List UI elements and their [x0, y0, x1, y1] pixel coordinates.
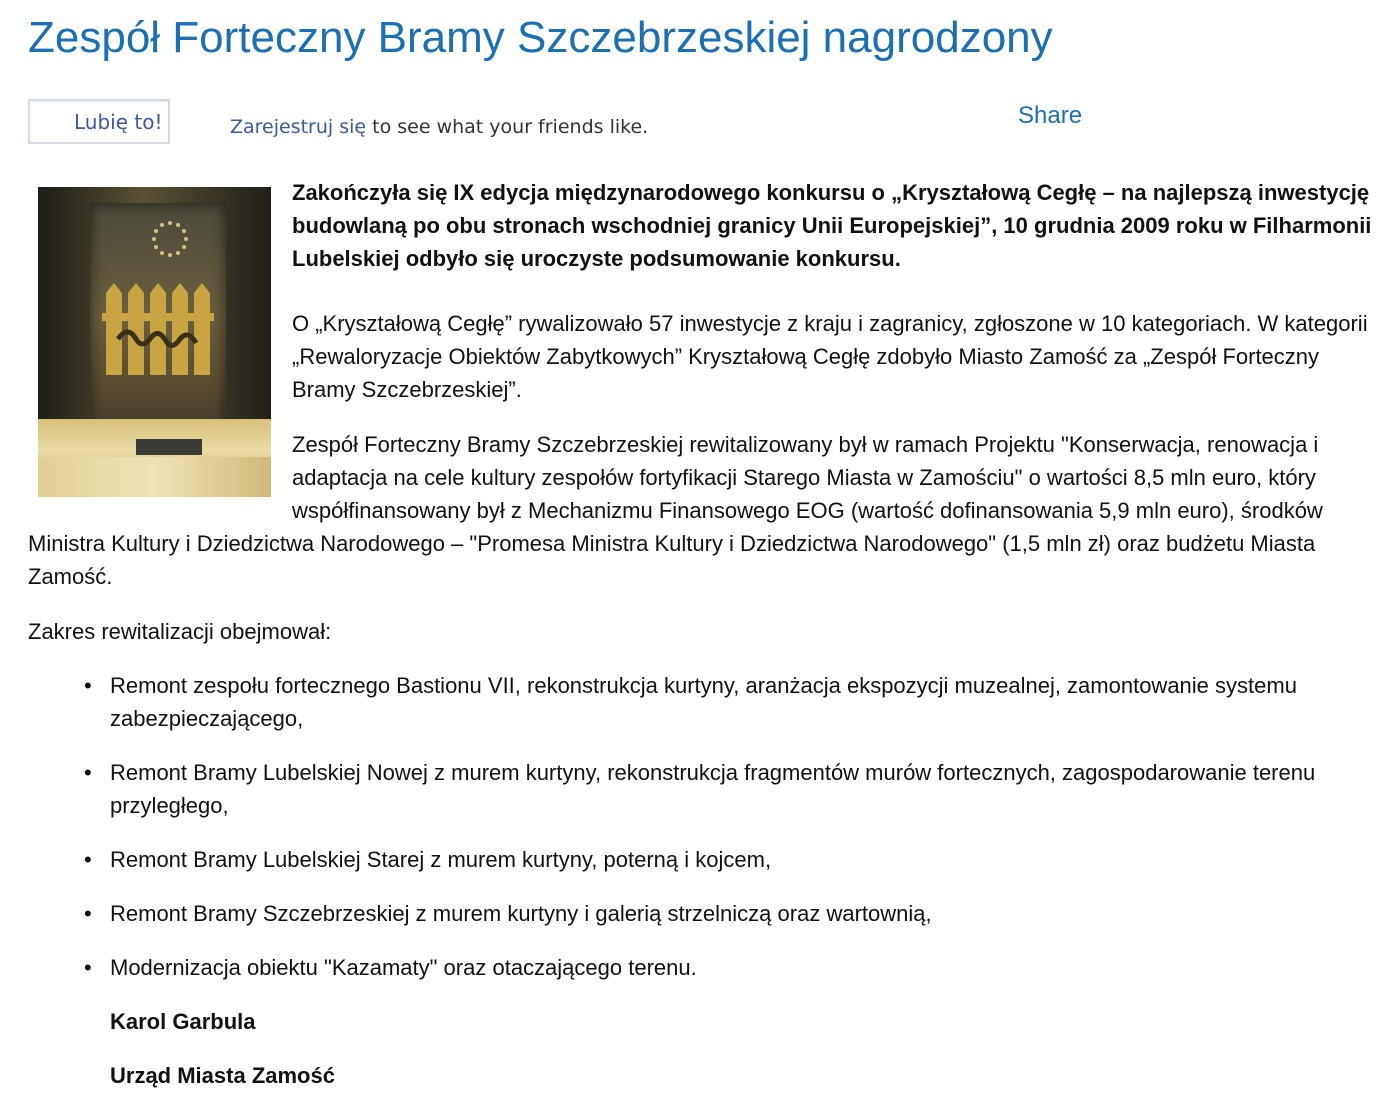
fence-emblem-icon: [102, 279, 214, 375]
list-item-text: Remont Bramy Szczebrzeskiej z murem kurtyny i galerią strzelniczą oraz wartownią,: [110, 901, 932, 926]
trophy-plaque: [136, 439, 202, 455]
list-item-text: Modernizacja obiektu "Kazamaty" oraz otaczającego terenu.: [110, 955, 697, 980]
scope-intro: Zakres rewitalizacji obejmował:: [28, 619, 332, 644]
article-body: [28, 176, 1373, 1113]
register-suffix: to see what your friends like.: [366, 116, 649, 138]
author-organization: Urząd Miasta Zamość: [110, 1063, 335, 1088]
funding-paragraph: Zespół Forteczny Bramy Szczebrzeskiej rewitalizowany był w ramach Projektu "Konserwacja, renowacja i adaptacja na cele kultury zespołów fortyfikacji Starego Miasta w Zamościu" o wartości 8,5 mln euro, który współfinansowany był z Mechanizmu Finansowego EOG (wartość dofinansowania 5,9 mln euro), środków Ministra Kultury i Dziedzictwa Narodowego – "Promesa Ministra Kultury i Dziedzictwa Narodowego" (1,5 mln zł) oraz budżetu Miasta Zamość.: [28, 432, 1323, 589]
register-link[interactable]: Zarejestruj się: [230, 116, 367, 138]
like-button-label: Lubię to!: [74, 110, 163, 134]
bullet-icon: •: [84, 901, 92, 926]
eu-stars-icon: [150, 219, 190, 259]
bullet-icon: •: [84, 760, 92, 785]
bullet-icon: •: [84, 955, 92, 980]
like-button-divider: [34, 101, 168, 102]
lead-paragraph: Zakończyła się IX edycja międzynarodowego konkursu o „Kryształową Cegłę – na najlepszą inwestycję budowlaną po obu stronach wschodniej granicy Unii Europejskiej”, 10 grudnia 2009 roku w Filharmonii Lubelskiej odbyło się uroczyste podsumowanie konkursu.: [292, 180, 1372, 271]
list-item: [84, 951, 1373, 984]
trophy-photo: [38, 187, 271, 497]
contest-paragraph: O „Kryształową Cegłę” rywalizowało 57 inwestycje z kraju i zagranicy, zgłoszone w 10 kategoriach. W kategorii „Rewaloryzacje Obiektów Zabytkowych” Kryształową Cegłę zdobyło Miasto Zamość za „Zespół Forteczny Bramy Szczebrzeskiej”.: [292, 311, 1368, 402]
list-item: [84, 756, 1373, 822]
list-item-text: Remont Bramy Lubelskiej Starej z murem kurtyny, poterną i kojcem,: [110, 847, 772, 872]
trophy-base-front: [38, 457, 271, 497]
scope-list: [28, 669, 1373, 984]
bullet-icon: •: [84, 847, 92, 872]
author-name: Karol Garbula: [110, 1009, 256, 1034]
bullet-icon: •: [84, 673, 92, 698]
page-title: Zespół Forteczny Bramy Szczebrzeskiej nagrodzony: [28, 13, 1053, 62]
list-item: [84, 897, 1373, 930]
list-item-text: Remont Bramy Lubelskiej Nowej z murem kurtyny, rekonstrukcja fragmentów murów fortecznych, zagospodarowanie terenu przyległego,: [110, 760, 1316, 818]
like-button[interactable]: [28, 99, 170, 144]
social-prompt: [230, 116, 648, 138]
share-link[interactable]: Share: [1018, 102, 1083, 129]
list-item: [84, 669, 1373, 735]
list-item: [84, 843, 1373, 876]
list-item-text: Remont zespołu fortecznego Bastionu VII, rekonstrukcja kurtyny, aranżacja ekspozycji muzealnej, zamontowanie systemu zabezpieczającego,: [110, 673, 1297, 731]
